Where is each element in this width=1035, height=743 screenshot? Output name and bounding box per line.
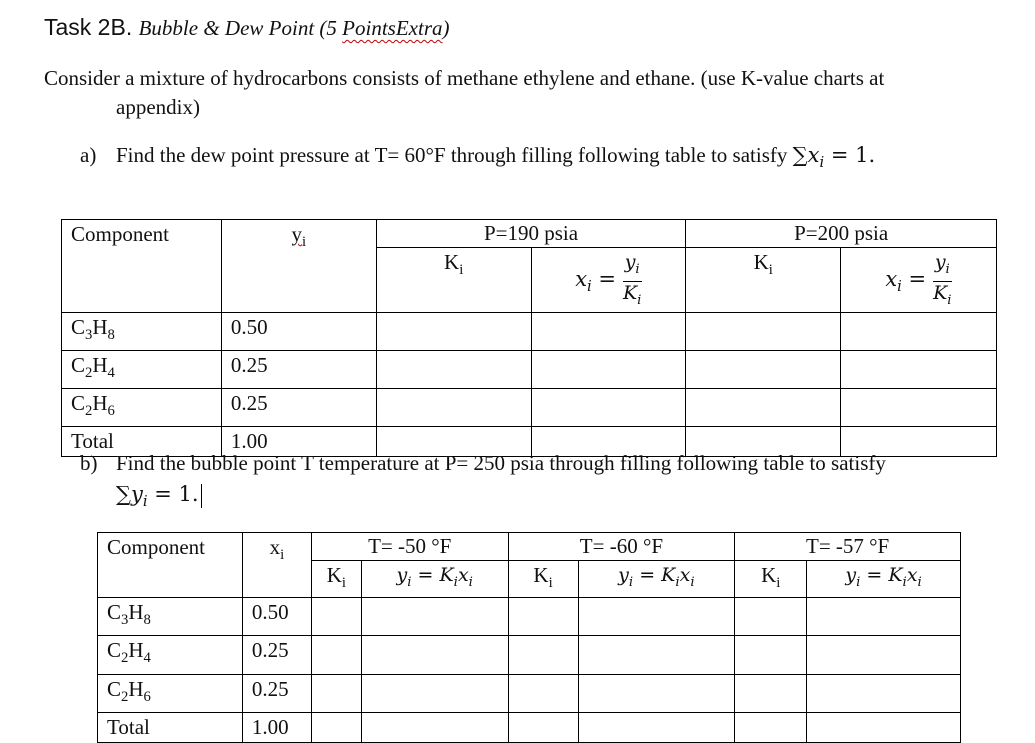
- condition-var: y: [131, 482, 143, 506]
- component-cell: [62, 388, 222, 426]
- answer-cell[interactable]: [311, 598, 361, 636]
- answer-cell[interactable]: [735, 598, 807, 636]
- answer-cell[interactable]: [735, 636, 807, 674]
- component-header-cell: [62, 220, 222, 313]
- formula-c: C: [107, 600, 122, 625]
- eq-x-sub: i: [468, 574, 473, 590]
- value-cell: [242, 712, 311, 742]
- y-formula-3: [807, 561, 960, 597]
- formula-n2: 4: [107, 364, 115, 381]
- x-sub: i: [587, 278, 592, 296]
- formula-c: C: [71, 314, 86, 339]
- formula-n2: 6: [107, 403, 115, 420]
- component-formula: [62, 351, 221, 388]
- answer-cell[interactable]: [531, 312, 686, 350]
- formula-n2: 6: [143, 688, 151, 705]
- k-sub: i: [548, 575, 553, 592]
- x-header-sub: i: [280, 547, 285, 564]
- component-formula: [98, 636, 242, 673]
- component-cell: [98, 636, 243, 674]
- x-header-cell: [242, 533, 311, 598]
- task-subtitle-main: Bubble & Dew Point (5: [138, 16, 343, 40]
- value-cell: [221, 388, 376, 426]
- x-formula-lhs: $x_i$ =: [575, 267, 623, 296]
- x-sub: i: [897, 278, 902, 296]
- task-label: Task 2B.: [44, 14, 133, 40]
- formula-c: C: [107, 676, 122, 701]
- answer-cell[interactable]: [841, 388, 997, 426]
- total-value: 1.00: [251, 714, 289, 739]
- pressure-label-2: P=200 psia: [794, 221, 889, 245]
- answer-cell[interactable]: [361, 598, 508, 636]
- k-sub: i: [768, 262, 773, 279]
- y-formula-1: [362, 561, 508, 597]
- mole-fraction: 0.50: [251, 600, 289, 625]
- y-header-cell: [221, 220, 376, 313]
- k-header-2: [686, 248, 840, 284]
- value-cell: [242, 636, 311, 674]
- answer-cell[interactable]: [361, 712, 508, 742]
- x-formula-2: [841, 248, 996, 312]
- fraction-num: [623, 251, 642, 282]
- formula-n1: 2: [85, 364, 93, 381]
- value-cell: [242, 598, 311, 636]
- y-header-cell-2: [578, 561, 735, 598]
- intro-line-2: appendix): [116, 95, 200, 119]
- k-var: K: [761, 563, 777, 587]
- k-var: K: [444, 250, 460, 274]
- x-var: x: [575, 267, 588, 292]
- k-header-cell-2: [686, 248, 841, 313]
- table-row: [62, 388, 997, 426]
- y-var: y: [618, 564, 629, 586]
- answer-cell[interactable]: [686, 388, 841, 426]
- num-sub: i: [945, 261, 950, 277]
- answer-cell[interactable]: [361, 636, 508, 674]
- k-var: K: [533, 563, 549, 587]
- table-row-total: [98, 712, 961, 742]
- k-header-cell-3: [735, 561, 807, 598]
- sum-symbol: ∑: [116, 482, 131, 506]
- part-b-marker: b): [80, 451, 98, 475]
- formula-n1: 2: [121, 688, 129, 705]
- formula-n2: 8: [107, 326, 115, 343]
- task-subtitle-end: ): [442, 16, 450, 40]
- formula-h: H: [92, 352, 108, 377]
- part-b-condition: [116, 482, 202, 510]
- formula-n2: 8: [143, 612, 151, 629]
- total-label: Total: [71, 429, 114, 454]
- table-row: [98, 674, 961, 712]
- answer-cell[interactable]: [361, 674, 508, 712]
- formula-c: C: [107, 638, 122, 663]
- formula-n2: 4: [143, 650, 151, 667]
- answer-cell[interactable]: [376, 388, 531, 426]
- fraction-num: [933, 251, 952, 282]
- k-sub: i: [776, 575, 781, 592]
- formula-h: H: [128, 600, 144, 625]
- temperature-label-1: T= -50 °F: [368, 534, 452, 558]
- x-header: [243, 533, 311, 570]
- sum-symbol: ∑: [792, 143, 808, 167]
- fraction-den: [933, 282, 951, 312]
- answer-cell[interactable]: [508, 598, 578, 636]
- mole-fraction: 0.25: [230, 352, 268, 377]
- mole-fraction: 0.50: [230, 314, 268, 339]
- answer-cell[interactable]: [376, 312, 531, 350]
- eq-x-sub: i: [690, 574, 695, 590]
- condition-sub: i: [819, 154, 825, 172]
- table-row: [98, 598, 961, 636]
- eq-k: = K: [633, 564, 676, 586]
- eq-x-sub: i: [917, 574, 922, 590]
- pressure-label-1: P=190 psia: [483, 221, 579, 245]
- total-label: Total: [107, 714, 150, 739]
- answer-cell[interactable]: [508, 636, 578, 674]
- value-cell: [242, 674, 311, 712]
- task-title: [44, 14, 450, 41]
- answer-cell[interactable]: [508, 674, 578, 712]
- x-formula-lhs: $x_i$ =: [885, 267, 933, 296]
- k-header-cell-1: [311, 561, 361, 598]
- formula-n1: 3: [85, 326, 93, 343]
- part-b-text: Find the bubble point T temperature at P= 250 psia through filling following table to satisfy: [116, 451, 886, 475]
- temperature-label-2: T= -60 °F: [579, 534, 664, 558]
- eq-x: x: [679, 564, 691, 586]
- formula-h: H: [128, 638, 144, 663]
- k-header-1: [377, 248, 531, 284]
- k-var: K: [326, 563, 342, 587]
- component-cell: [62, 312, 222, 350]
- mole-fraction: 0.25: [251, 676, 289, 701]
- answer-cell[interactable]: [508, 712, 578, 742]
- component-formula: [62, 389, 221, 426]
- y-header: [222, 220, 376, 257]
- dew-point-table: [61, 219, 997, 457]
- temperature-group-3: [735, 533, 961, 561]
- answer-cell[interactable]: [841, 350, 997, 388]
- den-var: K: [622, 281, 638, 304]
- x-formula-1: [532, 248, 686, 312]
- fraction: [933, 251, 952, 312]
- table-row: [98, 636, 961, 674]
- den-sub: i: [637, 292, 642, 308]
- eq-x: x: [906, 564, 918, 586]
- x-header-cell-2: [841, 248, 997, 313]
- table-row: [62, 350, 997, 388]
- y-var: y: [396, 564, 408, 586]
- answer-cell[interactable]: [531, 388, 686, 426]
- y-header-sub: i: [302, 234, 307, 251]
- part-b-condition-math: [116, 482, 199, 511]
- answer-cell[interactable]: [531, 350, 686, 388]
- condition-sub: i: [142, 493, 148, 511]
- temperature-group-1: [311, 533, 508, 561]
- answer-cell[interactable]: [807, 636, 961, 674]
- den-sub: i: [947, 292, 952, 308]
- text-cursor: [201, 484, 202, 508]
- value-cell: [221, 350, 376, 388]
- formula-h: H: [92, 314, 108, 339]
- answer-cell[interactable]: [807, 712, 961, 742]
- component-formula: [98, 598, 242, 635]
- num-var: y: [934, 251, 946, 273]
- answer-cell[interactable]: [311, 712, 361, 742]
- y-header-cell-3: [807, 561, 961, 598]
- formula-c: C: [71, 352, 86, 377]
- temperature-group-2: [508, 533, 735, 561]
- answer-cell[interactable]: [735, 674, 807, 712]
- formula-h: H: [92, 390, 108, 415]
- k-header-cell-1: [376, 248, 531, 313]
- eq-k: = K: [411, 564, 454, 586]
- num-sub: i: [635, 261, 640, 277]
- component-header: Component: [71, 222, 169, 246]
- answer-cell[interactable]: [686, 350, 841, 388]
- value-cell: [221, 312, 376, 350]
- total-value: 1.00: [230, 429, 268, 454]
- eq-k-sub: i: [675, 574, 680, 590]
- x-header-cell-1: [531, 248, 686, 313]
- y-var: y: [845, 564, 857, 586]
- y-formula-2: [579, 561, 735, 597]
- answer-cell[interactable]: [807, 674, 961, 712]
- answer-cell[interactable]: [841, 312, 997, 350]
- table-row: [62, 312, 997, 350]
- answer-cell[interactable]: [578, 598, 735, 636]
- answer-cell[interactable]: [578, 712, 735, 742]
- formula-n1: 3: [121, 612, 129, 629]
- component-formula: [98, 675, 242, 712]
- condition-var: x: [807, 143, 820, 167]
- component-cell: [62, 350, 222, 388]
- part-a-marker: a): [80, 143, 97, 167]
- den-var: K: [933, 281, 948, 304]
- fraction-den: [623, 282, 641, 312]
- task-subtitle: [139, 16, 450, 40]
- component-cell: [98, 598, 243, 636]
- answer-cell[interactable]: [311, 636, 361, 674]
- component-cell: [98, 712, 243, 742]
- formula-n1: 2: [121, 650, 129, 667]
- temperature-label-3: T= -57 °F: [806, 534, 890, 558]
- k-var: K: [753, 250, 769, 274]
- x-var: x: [885, 267, 898, 292]
- answer-cell[interactable]: [807, 598, 961, 636]
- part-a-text: Find the dew point pressure at T= 60°F through filling following table to satisfy: [116, 143, 788, 167]
- y-sub: i: [628, 574, 634, 590]
- k-header-1: [312, 561, 361, 597]
- y-sub: i: [856, 574, 861, 590]
- component-formula: [62, 313, 221, 350]
- part-a-question: [116, 143, 875, 171]
- bubble-point-table: [97, 532, 961, 743]
- formula-c: C: [71, 390, 86, 415]
- condition-rest: = 1.: [824, 143, 876, 167]
- condition-rest: = 1.: [147, 482, 199, 506]
- y-header-cell-1: [361, 561, 508, 598]
- formula-n1: 2: [85, 403, 93, 420]
- answer-cell[interactable]: [311, 674, 361, 712]
- formula-h: H: [128, 676, 144, 701]
- eq-k-sub: i: [902, 574, 907, 590]
- x-header-var: x: [269, 535, 281, 559]
- num-var: y: [624, 251, 636, 273]
- eq-k-sub: i: [453, 574, 458, 590]
- answer-cell[interactable]: [578, 674, 735, 712]
- intro-line-1: Consider a mixture of hydrocarbons consists of methane ethylene and ethane. (use K-value charts at: [44, 66, 885, 90]
- k-sub: i: [341, 575, 346, 592]
- component-header: Component: [107, 535, 205, 559]
- eq-k: = K: [860, 564, 903, 586]
- answer-cell[interactable]: [686, 312, 841, 350]
- answer-cell[interactable]: [735, 712, 807, 742]
- answer-cell[interactable]: [578, 636, 735, 674]
- component-cell: [98, 674, 243, 712]
- pressure-group-2: [686, 220, 997, 248]
- eq-x: x: [457, 564, 469, 586]
- k-header-3: [735, 561, 806, 597]
- part-a-condition: [792, 143, 876, 172]
- y-sub: i: [407, 574, 412, 590]
- k-header-cell-2: [508, 561, 578, 598]
- k-sub: i: [459, 262, 464, 279]
- y-header-var: y: [291, 222, 303, 246]
- answer-cell[interactable]: [376, 350, 531, 388]
- fraction: [623, 251, 642, 312]
- mole-fraction: 0.25: [230, 390, 268, 415]
- task-subtitle-points: PointsExtra: [342, 16, 443, 40]
- k-header-2: [509, 561, 578, 597]
- component-header-cell: [98, 533, 243, 598]
- pressure-group-1: [376, 220, 686, 248]
- mole-fraction: 0.25: [251, 638, 289, 663]
